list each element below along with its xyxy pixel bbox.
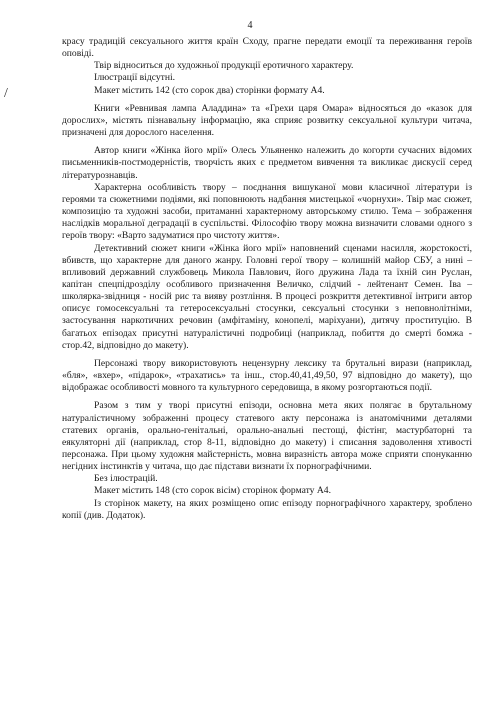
document-body [62,36,472,522]
paragraph: Макет містить 142 (сто сорок два) сторінки формату А4. [94,84,325,96]
paragraph: красу традицій сексуального життя країн Сходу, прагне передати емоції та переживання героїв оповіді. [62,36,472,60]
margin-mark: / [4,86,8,101]
paragraph: Персонажі твору використовують нецензурну лексику та брутальні вирази (наприклад, «бля», «вхер», «підарок», «трахатись» та інш., стор.40,41,49,50, 97 відповідно до макету), що відображає особливості мовного та культурного середовища, в якому розгортаються події. [62,357,472,394]
paragraph: Твір відноситься до художньої продукції еротичного характеру. [94,60,354,72]
paragraph: Характерна особливість твору – поєднання вишуканої мови класичної літератури із героями та сюжетними подіями, які поповнюють надбання мистецької «чорнухи». Твір має сюжет, композицію та художні засоби, притаманні характерному авторському стилю. Тема – зображення наслідків моральної деградації в суспільстві. Філософію твору можна визначити словами одного з героїв твору: «Варто задуматися про чистоту життя». [62,181,472,242]
paragraph: Із сторінок макету, на яких розміщено опис епізоду порнографічного характеру, зроблено копії (див. Додаток). [62,497,472,521]
paragraph: Книги «Ревнивая лампа Аладдина» та «Грехи царя Омара» відносяться до «казок для дорослих», містять пізнавальну інформацію, яка сприяє розвитку сексуальної культури читача, призначені для дорослого населення. [62,102,472,139]
paragraph: Разом з тим у творі присутні епізоди, основна мета яких полягає в брутальному натуралістичному зображенні процесу статевого акту персонажа із анатомічними деталями статевих органів, орально-генітальні, орально-анальні пестощі, фістінг, мастурбаторні та еякуляторні дії (наприклад, стор 8-11, відповідно до макету) і списання задоволення хтивості персонажа. При цьому художня майстерність, мовна виразність автора може сприяти спонуканню негідних інстинктів у читача, що дає підстави визнати їх порнографічними. [62,400,472,473]
paragraph: Детективний сюжет книги «Жінка його мрії» наповнений сценами насилля, жорстокості, вбивств, що характерне для даного жанру. Головні герої твору – колишній майор СБУ, а нині – впливовий державний службовець Микола Павлович, його дружина Лада та їхній син Руслан, капітан спецпідрозділу особливого призначення Величко, слідчий - лейтенант Семен. Іва – школярка-звідниця - носій рис та вияву розтління. В процесі розкриття детективної інтриги автор описує гомосексуальні та гетеросексуальні стосунки, сексуальні стосунки з неповнолітніми, застосування наркотичних речовин (амфітаміну, конопелі, маріхуани), дитячу проституцію. В багатьох епізодах присутні натуралістичні подробиці (наприклад, побиття до смерті бомжа - стор.42, відповідно до макету). [62,242,472,351]
page-number: 4 [247,20,253,31]
paragraph: Без ілюстрацій. [94,473,158,485]
paragraph: Макет містить 148 (сто сорок вісім) сторінок формату А4. [94,485,331,497]
paragraph: Автор книги «Жінка його мрії» Олесь Ульяненко належить до когорти сучасних відомих письменників-постмодерністів, творчість яких є предметом вивчення та викликає дискусії серед літературознавців. [62,145,472,181]
paragraph: Ілюстрації відсутні. [94,72,176,84]
